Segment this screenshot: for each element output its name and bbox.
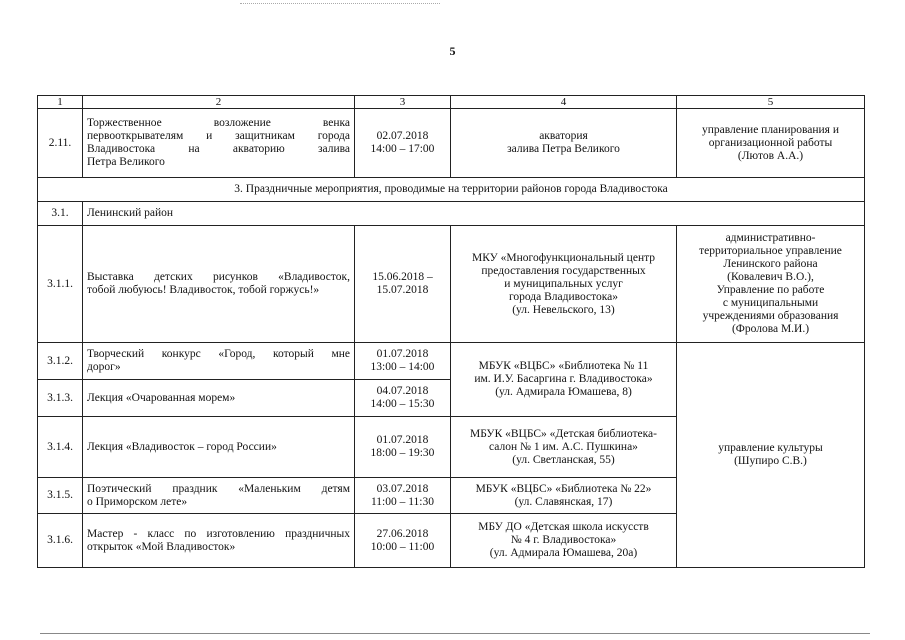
place-line: им. И.У. Басаргина г. Владивостока» — [474, 373, 653, 385]
place-line: МБУК «ВЦБС» «Библиотека № 22» — [475, 482, 652, 495]
responsible-line: управление планирования и — [702, 123, 839, 136]
event-name — [83, 514, 355, 568]
place-line: (ул. Светланская, 55) — [512, 453, 615, 466]
date-text: 04.07.2018 — [376, 385, 429, 397]
time-text: 11:00 – 11:30 — [370, 495, 435, 508]
time-text: 13:00 – 14:00 — [370, 361, 435, 373]
responsible-line: управление культуры — [718, 442, 823, 454]
place-line: салон № 1 им. А.С. Пушкина» — [489, 440, 638, 453]
row-number: 2.11. — [38, 109, 83, 178]
responsible-line: Управление по работе — [716, 284, 825, 296]
event-name — [83, 109, 355, 178]
date-text: 15.06.2018 – — [372, 271, 433, 283]
place-line: залива Петра Великого — [507, 143, 620, 155]
event-place — [451, 478, 677, 514]
responsible-line: (Шупиро С.В.) — [734, 455, 807, 467]
date-text: 01.07.2018 — [376, 348, 429, 360]
event-name-line: тобой любуюсь! Владивосток, тобой горжусь!» — [87, 284, 320, 296]
event-place — [451, 109, 677, 178]
row-number: 3.1.2. — [38, 343, 83, 380]
scan-top-artifact — [240, 3, 440, 5]
events-table — [37, 95, 865, 568]
header-col-3: 3 — [355, 96, 451, 109]
place-line: предоставления государственных — [481, 264, 646, 277]
section-heading: 3. Праздничные мероприятия, проводимые на территории районов города Владивостока — [38, 178, 865, 202]
time-text: 18:00 – 19:30 — [370, 447, 435, 459]
event-name-line: Мастер - класс по изготовлению праздничных — [87, 527, 350, 540]
table-row-3-1-2 — [38, 343, 865, 380]
event-place — [451, 343, 677, 417]
scan-bottom-artifact — [40, 633, 870, 634]
event-date — [355, 417, 451, 478]
event-name-line: о Приморском лете» — [87, 495, 188, 508]
header-col-1: 1 — [38, 96, 83, 109]
place-line: (ул. Адмирала Юмашева, 8) — [495, 386, 632, 398]
event-name-line: Творческий конкурс «Город, который мне — [87, 348, 350, 360]
table-row-3-1-1 — [38, 226, 865, 343]
page-number: 5 — [449, 44, 456, 58]
place-line: № 4 г. Владивостока» — [510, 534, 617, 546]
event-name-line: Петра Великого — [87, 156, 165, 168]
event-responsible-culture — [677, 343, 865, 568]
responsible-line: с муниципальными — [722, 297, 819, 309]
responsible-line: организационной работы — [708, 136, 833, 149]
place-line: акватория — [539, 130, 588, 142]
event-name-line: Владивостока на акваторию залива — [87, 143, 350, 155]
place-line: МБУК «ВЦБС» «Детская библиотека- — [470, 427, 657, 440]
section-heading-row — [38, 178, 865, 202]
event-date — [355, 109, 451, 178]
place-line: города Владивостока» — [508, 290, 619, 303]
event-name-line: дорог» — [87, 361, 121, 373]
responsible-line: территориальное управление — [699, 245, 842, 257]
responsible-line: административно- — [725, 232, 816, 244]
event-name-line: открыток «Мой Владивосток» — [87, 540, 236, 553]
row-number: 3.1.1. — [38, 226, 83, 343]
date-text: 15.07.2018 — [376, 284, 429, 296]
event-name: Лекция «Владивосток – город России» — [83, 417, 355, 478]
date-text: 01.07.2018 — [376, 434, 429, 446]
time-text: 14:00 – 15:30 — [370, 398, 435, 410]
district-name: Ленинский район — [83, 202, 865, 226]
time-text: 14:00 – 17:00 — [370, 143, 435, 155]
place-line: (ул. Невельского, 13) — [512, 303, 615, 316]
event-name-line: Торжественное возложение венка — [87, 117, 350, 129]
responsible-line: (Лютов А.А.) — [737, 149, 804, 162]
district-number: 3.1. — [38, 202, 83, 226]
row-number: 3.1.5. — [38, 478, 83, 514]
responsible-line: (Ковалевич В.О.), — [727, 271, 814, 283]
event-name-line: первооткрывателям и защитникам города — [87, 130, 350, 142]
event-name — [83, 343, 355, 380]
row-number: 3.1.6. — [38, 514, 83, 568]
place-line: МКУ «Многофункциональный центр — [471, 251, 656, 264]
event-place — [451, 226, 677, 343]
row-number: 3.1.3. — [38, 380, 83, 417]
responsible-line: Ленинского района — [723, 258, 818, 270]
row-number: 3.1.4. — [38, 417, 83, 478]
header-col-4: 4 — [451, 96, 677, 109]
header-col-5: 5 — [677, 96, 865, 109]
event-responsible — [677, 109, 865, 178]
event-date — [355, 226, 451, 343]
event-place — [451, 417, 677, 478]
place-line: (ул. Славянская, 17) — [514, 495, 613, 508]
event-date — [355, 514, 451, 568]
table-row-2-11 — [38, 109, 865, 178]
responsible-line: (Фролова М.И.) — [731, 323, 810, 335]
event-name-line: Поэтический праздник «Маленьким детям — [87, 482, 350, 495]
event-date — [355, 343, 451, 380]
event-responsible — [677, 226, 865, 343]
date-text: 27.06.2018 — [376, 527, 429, 540]
time-text: 10:00 – 11:00 — [370, 540, 435, 553]
place-line: МБУ ДО «Детская школа искусств — [478, 521, 649, 533]
event-date — [355, 478, 451, 514]
event-date — [355, 380, 451, 417]
event-name — [83, 478, 355, 514]
event-place — [451, 514, 677, 568]
responsible-line: учреждениями образования — [702, 310, 839, 322]
place-line: МБУК «ВЦБС» «Библиотека № 11 — [478, 360, 649, 372]
event-name: Лекция «Очарованная морем» — [83, 380, 355, 417]
table-header-row — [38, 96, 865, 109]
district-row — [38, 202, 865, 226]
event-name-line: Выставка детских рисунков «Владивосток, — [87, 271, 350, 283]
date-text: 03.07.2018 — [376, 482, 429, 495]
place-line: (ул. Адмирала Юмашева, 20а) — [489, 547, 638, 559]
event-name — [83, 226, 355, 343]
place-line: и муниципальных услуг — [504, 277, 623, 290]
header-col-2: 2 — [83, 96, 355, 109]
date-text: 02.07.2018 — [376, 130, 429, 142]
